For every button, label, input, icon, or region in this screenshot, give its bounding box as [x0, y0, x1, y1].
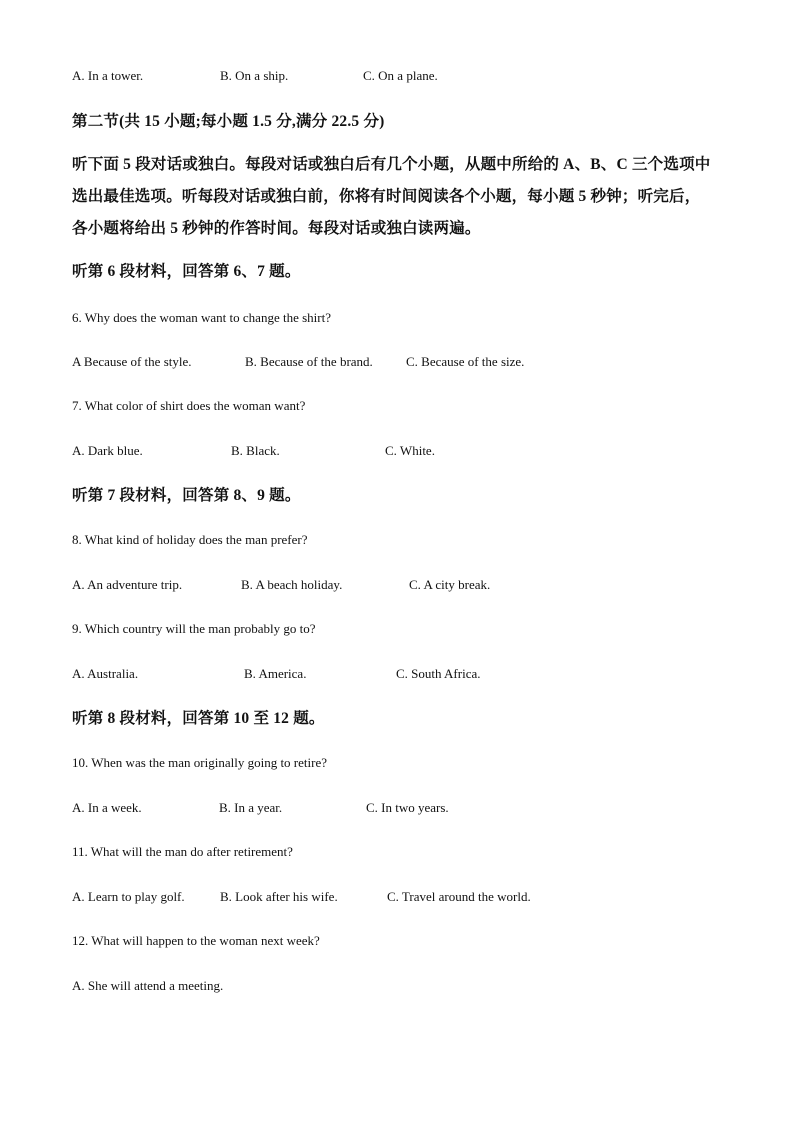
question-option-b: B. Because of the brand.: [245, 354, 373, 369]
question-option-a: A. Learn to play golf.: [72, 889, 185, 904]
question-option-c: C. A city break.: [409, 577, 491, 592]
q5-option-a: A. In a tower.: [72, 68, 144, 83]
question-stem: 11. What will the man do after retirement?: [72, 844, 293, 859]
question-stem: 10. When was the man originally going to retire?: [72, 755, 327, 770]
question-option-b: B. America.: [244, 666, 307, 681]
instruction-line: 听下面 5 段对话或独白。每段对话或独白后有几个小题，从题中所给的 A、B、C 三个选项中: [72, 156, 711, 173]
question-option-a: A. In a week.: [72, 800, 142, 815]
q5-option-b: B. On a ship.: [220, 68, 289, 83]
instruction-line: 各小题将给出 5 秒钟的作答时间。每段对话或独白读两遍。: [72, 220, 481, 237]
question-option-c: C. Travel around the world.: [387, 889, 531, 904]
group-heading: 听第 7 段材料，回答第 8、9 题。: [72, 487, 301, 504]
question-stem: 7. What color of shirt does the woman want?: [72, 398, 306, 413]
question-option-b: B. Black.: [231, 443, 280, 458]
question-stem: 12. What will happen to the woman next week?: [72, 933, 320, 948]
question-option-c: C. South Africa.: [396, 666, 481, 681]
question-stem: 9. Which country will the man probably go to?: [72, 621, 316, 636]
section-title: 第二节(共 15 小题;每小题 1.5 分,满分 22.5 分): [72, 113, 385, 130]
group-heading: 听第 8 段材料，回答第 10 至 12 题。: [72, 710, 325, 727]
question-option-c: C. White.: [385, 443, 435, 458]
question-option-a: A. She will attend a meeting.: [72, 978, 224, 993]
instruction-line: 选出最佳选项。听每段对话或独白前，你将有时间阅读各个小题，每小题 5 秒钟；听完后，: [72, 188, 701, 205]
question-option-a: A Because of the style.: [72, 354, 192, 369]
question-option-c: C. Because of the size.: [406, 354, 525, 369]
question-option-a: A. Dark blue.: [72, 443, 143, 458]
question-option-c: C. In two years.: [366, 800, 449, 815]
question-option-b: B. A beach holiday.: [241, 577, 343, 592]
group-heading: 听第 6 段材料，回答第 6、7 题。: [72, 263, 301, 280]
question-stem: 6. Why does the woman want to change the shirt?: [72, 310, 331, 325]
question-option-a: A. An adventure trip.: [72, 577, 183, 592]
question-option-b: B. Look after his wife.: [220, 889, 338, 904]
question-option-b: B. In a year.: [219, 800, 283, 815]
question-option-a: A. Australia.: [72, 666, 139, 681]
question-stem: 8. What kind of holiday does the man prefer?: [72, 532, 308, 547]
q5-option-c: C. On a plane.: [363, 68, 438, 83]
